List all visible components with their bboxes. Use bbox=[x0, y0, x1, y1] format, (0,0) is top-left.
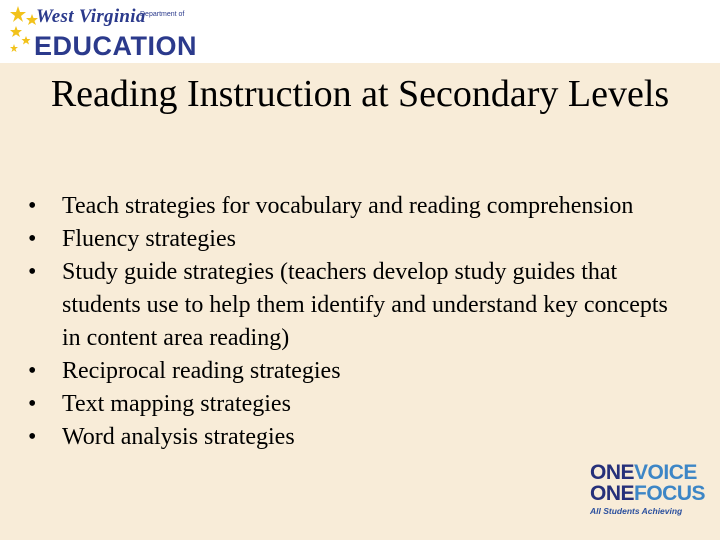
bullet-dot-icon: • bbox=[28, 226, 37, 252]
bullet-item bbox=[22, 355, 682, 388]
bullet-item bbox=[22, 223, 682, 256]
bullet-dot-icon: • bbox=[28, 358, 37, 384]
bullet-item bbox=[22, 190, 682, 223]
bullet-text: Fluency strategies bbox=[62, 226, 236, 252]
bullet-dot-icon: • bbox=[28, 259, 37, 285]
bullet-item bbox=[22, 256, 682, 355]
bullet-list bbox=[22, 190, 682, 454]
bullet-text: Text mapping strategies bbox=[62, 391, 291, 417]
bullet-item bbox=[22, 388, 682, 421]
bullet-text: Study guide strategies (teachers develop study guides that students use to help them identify and understand key concepts in content area reading) bbox=[62, 259, 668, 351]
logo-voice-text: VOICE bbox=[634, 461, 697, 484]
bullet-dot-icon: • bbox=[28, 424, 37, 450]
logo-one-text: ONE bbox=[590, 461, 635, 484]
slide-title: Reading Instruction at Secondary Levels bbox=[50, 73, 670, 115]
logo-tagline: All Students Achieving bbox=[590, 506, 683, 516]
header-band bbox=[0, 0, 720, 63]
logo-west-virginia-text: West Virginia bbox=[36, 6, 146, 27]
bullet-text: Teach strategies for vocabulary and reading comprehension bbox=[62, 193, 634, 219]
logo-department-text: Department of bbox=[140, 11, 185, 18]
logo-line-one-focus bbox=[590, 483, 715, 504]
bullet-dot-icon: • bbox=[28, 391, 37, 417]
bullet-item bbox=[22, 421, 682, 454]
bullet-text: Word analysis strategies bbox=[62, 424, 295, 450]
logo-focus-text: FOCUS bbox=[634, 482, 706, 505]
bullet-dot-icon: • bbox=[28, 193, 37, 219]
one-voice-one-focus-logo bbox=[590, 462, 715, 522]
logo-line-one-voice bbox=[590, 462, 715, 483]
bullet-text: Reciprocal reading strategies bbox=[62, 358, 341, 384]
logo-one-text: ONE bbox=[590, 482, 635, 505]
wv-education-logo bbox=[10, 4, 197, 61]
logo-education-text: EDUCATION bbox=[34, 31, 197, 61]
